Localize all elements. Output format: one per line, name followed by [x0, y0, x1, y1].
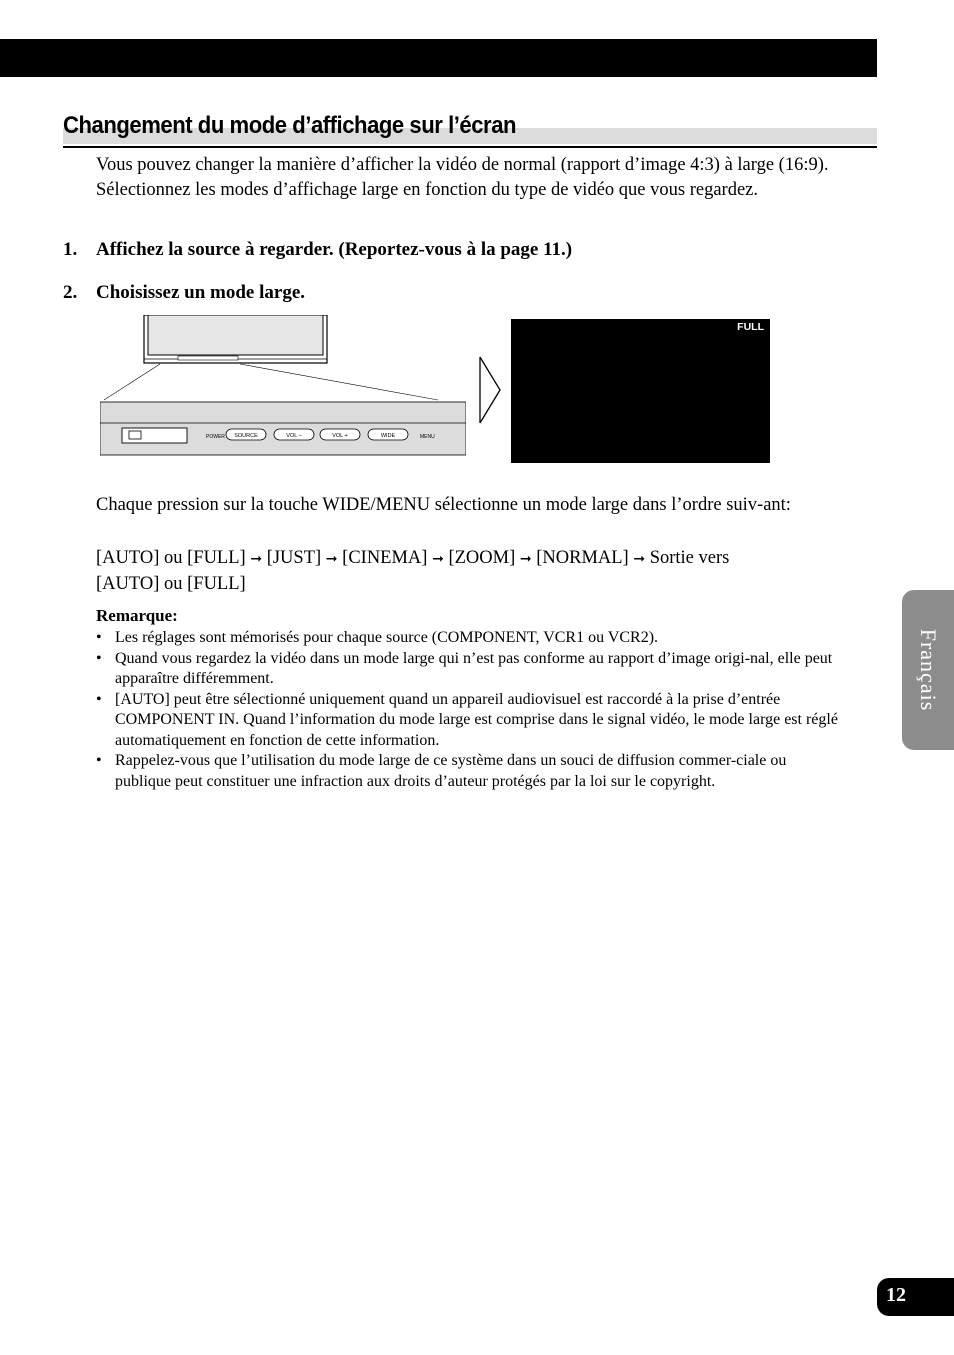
step-2 — [63, 281, 305, 305]
menu-label: MENU — [420, 434, 435, 440]
section-header — [63, 110, 877, 148]
step-1 — [63, 238, 572, 262]
chevron-right-icon — [478, 355, 502, 425]
arrow-right-icon: ➞ — [250, 551, 263, 567]
arrow-right-icon: ➞ — [325, 551, 338, 567]
section-title: Changement du mode d’affichage sur l’écran — [63, 112, 517, 139]
power-label: POWER — [206, 434, 225, 440]
remark-list — [96, 628, 841, 792]
remark-item: • Rappelez-vous que l’utilisation du mode large de ce système dans un souci de diffusion commer-ciale ou publique peut constituer une infraction aux droits d’auteur protégés par la loi sur le copyright. — [96, 751, 841, 792]
mode-auto-full: [AUTO] ou [FULL] — [96, 548, 246, 568]
remark-title: Remarque: — [96, 606, 178, 625]
step-text: Choisissez un mode large. — [96, 282, 305, 303]
section-title-rule — [63, 146, 877, 148]
mode-auto-full-return: [AUTO] ou [FULL] — [96, 573, 246, 594]
vol-minus-button — [274, 429, 314, 440]
step-number: 1. — [63, 239, 78, 260]
wide-button-label: WIDE — [380, 433, 396, 439]
mode-zoom: [ZOOM] — [448, 548, 516, 568]
arrow-right-icon: ➞ — [519, 551, 532, 567]
wide-screen-illustration — [511, 319, 770, 463]
mode-cinema: [CINEMA] — [342, 548, 428, 568]
remark-item: • Quand vous regardez la vidéo dans un mode large qui n’est pas conforme au rapport d’image origi-nal, elle peut apparaître différemment. — [96, 649, 841, 690]
control-panel-illustration — [100, 315, 466, 457]
zoomed-panel — [100, 402, 466, 455]
vol-minus-label: VOL – — [286, 433, 302, 439]
monitor-illustration — [144, 315, 327, 363]
source-button — [226, 429, 266, 440]
mode-sequence — [96, 546, 841, 596]
mode-just: [JUST] — [266, 548, 322, 568]
screen-mode-label: FULL — [737, 321, 764, 333]
mode-normal: [NORMAL] — [536, 548, 629, 568]
page-number-badge — [877, 1278, 954, 1316]
step-text: Affichez la source à regarder. (Reportez-vous à la page 11.) — [96, 239, 573, 260]
source-button-label: SOURCE — [234, 433, 258, 439]
mode-exit: Sortie vers — [649, 548, 730, 568]
language-tab — [902, 590, 954, 750]
vol-plus-button — [320, 429, 360, 440]
page-number: 12 — [886, 1284, 906, 1306]
header-bar — [0, 39, 877, 77]
arrow-right-icon: ➞ — [633, 551, 646, 567]
arrow-right-icon: ➞ — [432, 551, 444, 567]
language-tab-label: Français — [916, 628, 941, 712]
intro-paragraph: Vous pouvez changer la manière d’afficher la vidéo de normal (rapport d’image 4:3) à large (16:9). Sélectionnez les modes d’affichage large en fonction du type de vidéo que vous regardez. — [96, 155, 829, 200]
step-number: 2. — [63, 282, 78, 303]
vol-plus-label: VOL + — [332, 433, 348, 439]
wide-button — [368, 429, 408, 440]
remark-item: • [AUTO] peut être sélectionné uniquement quand un appareil audiovisuel est raccordé à la prise d’entrée COMPONENT IN. Quand l’information du mode large est comprise dans le signal vidéo, le mode large est réglé automatiquement en fonction de cette information. — [96, 690, 841, 752]
press-instruction: Chaque pression sur la touche WIDE/MENU sélectionne un mode large dans l’ordre suiv-ant: — [96, 495, 791, 515]
remark-item: • Les réglages sont mémorisés pour chaque source (COMPONENT, VCR1 ou VCR2). — [96, 628, 841, 649]
